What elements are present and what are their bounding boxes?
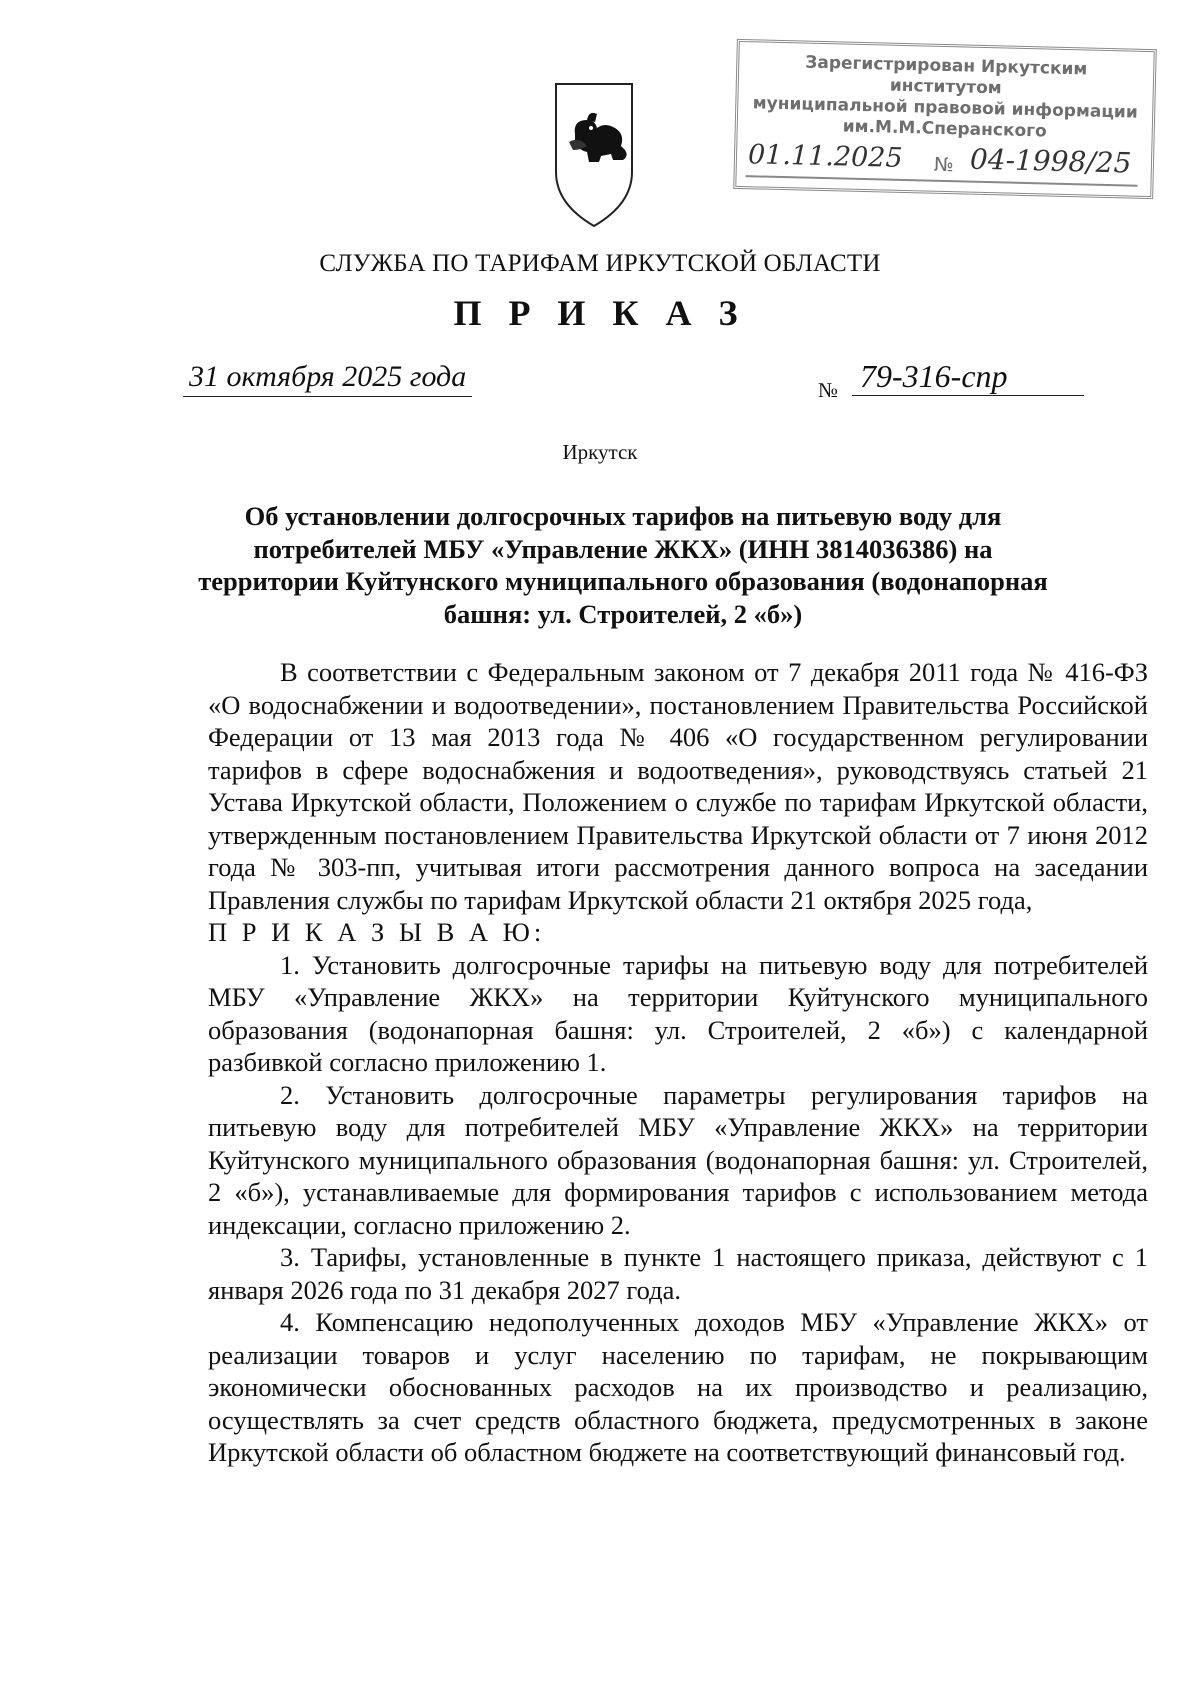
agency-name: СЛУЖБА ПО ТАРИФАМ ИРКУТСКОЙ ОБЛАСТИ [319, 250, 881, 277]
stamp-line: им.М.М.Сперанского [842, 116, 1047, 142]
stamp-number-label: № [933, 153, 954, 177]
city-name: Иркутск [562, 440, 638, 464]
order-item: 3. Тарифы, установленные в пункте 1 настоящего приказа, действуют с 1 января 2026 года по 31 декабря 2027 года. [208, 1242, 1148, 1305]
order-body [208, 656, 1148, 1469]
registration-stamp [733, 39, 1157, 199]
stamp-line: муниципальной правовой информации [752, 93, 1138, 123]
order-item: 2. Установить долгосрочные параметры регулирования тарифов на питьевую воду для потребителей МБУ «Управление ЖКХ» на территории Куйтунского муниципального образования (водонапорная башня: ул. Строителей, 2 «б»), устанавливаемые для формирования тарифов с использованием метода индексации, согласно приложению 2. [208, 1079, 1148, 1240]
order-item: 4. Компенсацию недополученных доходов МБУ «Управление ЖКХ» от реализации товаров и услуг населению по тарифам, не покрывающим экономически обоснованных расходов на их производство и реализацию, осуществлять за счет средств областного бюджета, предусмотренных в законе Иркутской области об областном бюджете на соответствующий финансовый год. [208, 1307, 1148, 1467]
order-number-handwritten: 79-316-спр [852, 358, 1084, 396]
stamp-number-handwritten: 04-1998/25 [969, 142, 1132, 180]
order-item: 1. Установить долгосрочные тарифы на питьевую воду для потребителей МБУ «Управление ЖКХ» на территории Куйтунского муниципального образования (водонапорная башня: ул. Строителей, 2 «б») с календарной разбивкой согласно приложению 1. [208, 949, 1148, 1077]
document-type-title: П Р И К А З [453, 293, 747, 333]
order-number-label: № [818, 378, 839, 402]
order-subject: Об установлении долгосрочных тарифов на питьевую воду для потребителей МБУ «Управление ЖКХ» (ИНН 3814036386) на территории Куйтунского муниципального образования (водонапорная башня: ул. Строителей, 2 «б») [198, 501, 1048, 629]
order-date-handwritten: 31 октября 2025 года [183, 360, 472, 397]
stamp-text [747, 51, 1145, 145]
irkutsk-coat-of-arms-icon [551, 80, 637, 230]
preamble-paragraph: В соответствии с Федеральным законом от 7 декабря 2011 года № 416-ФЗ «О водоснабжении и водоотведении», постановлением Правительства Российской Федерации от 13 мая 2013 года № 406 «О государственном регулировании тарифов в сфере водоснабжения и водоотведения», руководствуясь статьей 21 Устава Иркутской области, Положением о службе по тарифам Иркутской области, утвержденным постановлением Правительства Иркутской области от 7 июня 2012 года № 303-пп, учитывая итоги рассмотрения данного вопроса на заседании Правления службы по тарифам Иркутской области 21 октября 2025 года, [208, 657, 1148, 915]
stamp-line: Зарегистрирован Иркутским институтом [805, 52, 1088, 99]
stamp-date-handwritten: 01.11.2025 [747, 139, 903, 174]
order-directive: П Р И К А З Ы В А Ю: [208, 917, 546, 947]
